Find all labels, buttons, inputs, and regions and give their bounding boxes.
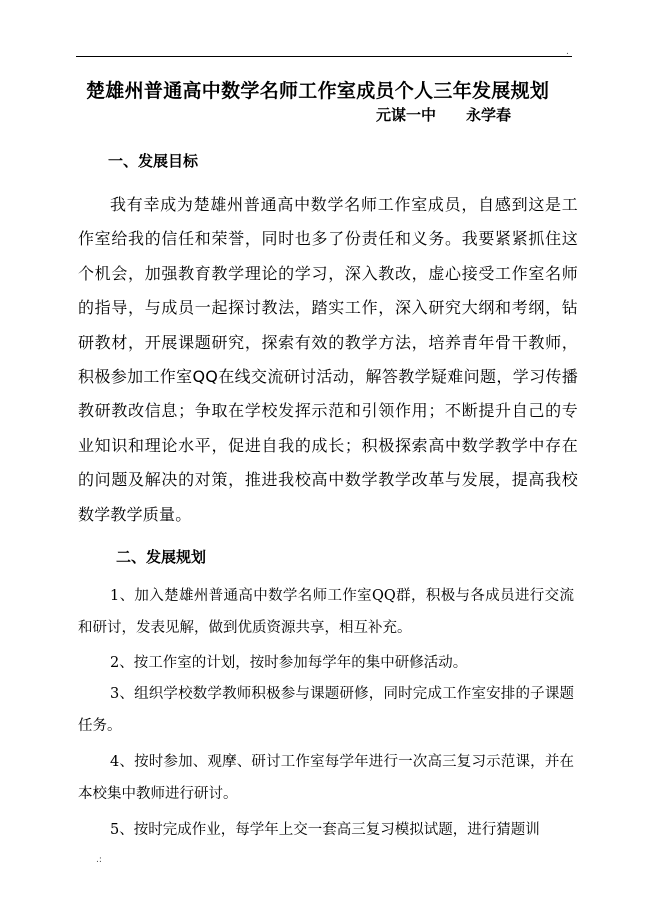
plan-item-1: 1、加入楚雄州普通高中数学名师工作室QQ群，积极与各成员进行交流和研讨，发表见解，做到优质资源共享，相互补充。 [78, 588, 574, 636]
author-name: 永学春 [466, 106, 512, 124]
plan-item-2: 2、按工作室的计划，按时参加每学年的集中研修活动。 [110, 655, 468, 671]
corner-mark-bottom: .: [96, 855, 102, 865]
corner-mark-top: . [566, 47, 569, 57]
header-rule [76, 56, 572, 57]
plan-item-4: 4、按时参加、观摩、研讨工作室每学年进行一次高三复习示范课，并在本校集中教师进行研讨。 [78, 754, 574, 802]
author-organization: 元谋一中 [376, 106, 437, 124]
goals-paragraph: 我有幸成为楚雄州普通高中数学名师工作室成员，自感到这是工作室给我的信任和荣誉，同时也多了份责任和义务。我要紧紧抓住这个机会，加强教育教学理论的学习，深入教改，虚心接受工作室名师的指导，与成员一起探讨教法，踏实工作，深入研究大纲和考纲，钻研教材，开展课题研究，探索有效的教学方法，培养青年骨干教师，积极参加工作室QQ在线交流研讨活动，解答教学疑难问题，学习传播教研教改信息；争取在学校发挥示范和引领作用；不断提升自己的专业知识和理论水平，促进自我的成长；积极探索高中数学教学中存在的问题及解决的对策，推进我校高中数学教学改革与发展，提高我校数学教学质量。 [78, 195, 578, 524]
section-heading-plan: 二、发展规划 [116, 548, 207, 566]
section-heading-goals: 一、发展目标 [108, 152, 199, 170]
plan-item-5: 5、按时完成作业，每学年上交一套高三复习模拟试题，进行猜题训 [110, 822, 540, 838]
document-title: 楚雄州普通高中数学名师工作室成员个人三年发展规划 [86, 80, 550, 102]
plan-item-3: 3、组织学校数学教师积极参与课题研修，同时完成工作室安排的子课题任务。 [78, 686, 574, 734]
